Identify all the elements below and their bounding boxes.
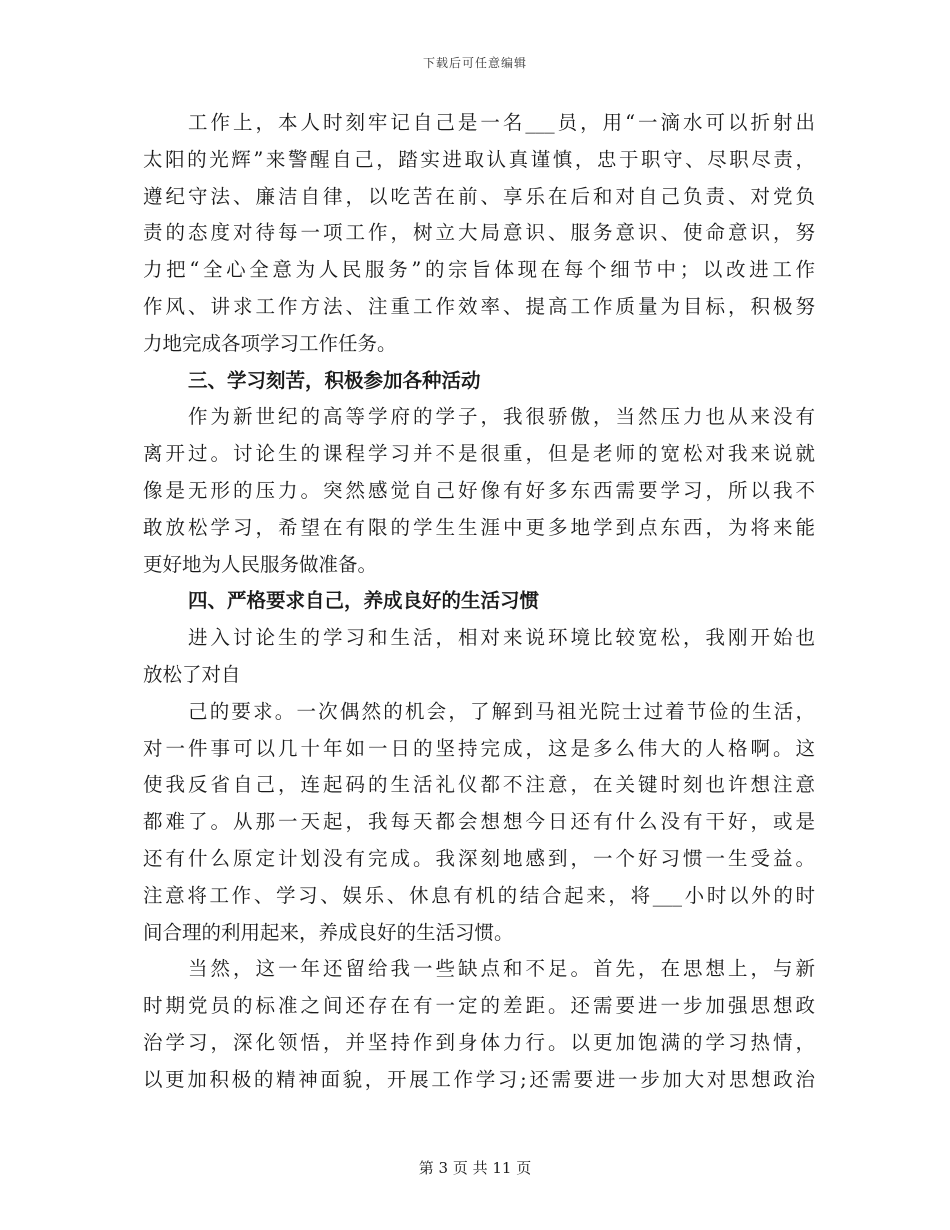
text-line: 进入讨论生的学习和生活，相对来说环境比较宽松，我刚开始也 <box>188 626 815 650</box>
page-number-footer: 第 3 页 共 11 页 <box>418 1159 532 1177</box>
text-line: 敢放松学习，希望在有限的学生生涯中更多地学到点东西，为将来能 <box>143 515 815 539</box>
text-line: 当然，这一年还留给我一些缺点和不足。首先，在思想上，与新 <box>188 957 815 981</box>
text-line: 作为新世纪的高等学府的学子，我很骄傲，当然压力也从来没有 <box>188 405 815 429</box>
section-heading: 四、严格要求自己，养成良好的生活习惯 <box>188 589 540 613</box>
text-line: 力把“全心全意为人民服务”的宗旨体现在每个细节中；以改进工作 <box>143 258 815 282</box>
text-line: 工作上，本人时刻牢记自己是一名___员，用“一滴水可以折射出 <box>188 111 815 134</box>
text-line: 以更加积极的精神面貌，开展工作学习;还需要进一步加大对思想政治 <box>143 1067 815 1091</box>
document-body <box>143 105 815 1099</box>
text-line: 治学习，深化领悟，并坚持作到身体力行。以更加饱满的学习热情， <box>143 1030 815 1054</box>
text-line: 间合理的利用起来，养成良好的生活习惯。 <box>143 920 514 944</box>
text-line: 时期党员的标准之间还存在有一定的差距。还需要进一步加强思想政 <box>143 994 815 1018</box>
text-line: 己的要求。一次偶然的机会，了解到马祖光院士过着节俭的生活， <box>188 699 815 723</box>
text-line: 责的态度对待每一项工作，树立大局意识、服务意识、使命意识，努 <box>143 221 815 245</box>
text-line: 使我反省自己，连起码的生活礼仪都不注意，在关键时刻也许想注意 <box>143 773 815 797</box>
text-line: 离开过。讨论生的课程学习并不是很重，但是老师的宽松对我来说就 <box>143 442 815 466</box>
text-line: 力地完成各项学习工作任务。 <box>143 331 397 355</box>
text-line: 还有什么原定计划没有完成。我深刻地感到，一个好习惯一生受益。 <box>143 846 815 870</box>
page-header-note: 下载后可任意编辑 <box>422 56 527 70</box>
text-line: 更好地为人民服务做准备。 <box>143 552 378 576</box>
text-line: 遵纪守法、廉洁自律，以吃苦在前、享乐在后和对自己负责、对党负 <box>143 184 815 208</box>
text-line: 作风、讲求工作方法、注重工作效率、提高工作质量为目标，积极努 <box>143 294 815 318</box>
text-line: 太阳的光辉”来警醒自己，踏实进取认真谨慎，忠于职守、尽职尽责， <box>143 147 815 171</box>
text-line: 像是无形的压力。突然感觉自己好像有好多东西需要学习，所以我不 <box>143 478 815 502</box>
section-heading: 三、学习刻苦，积极参加各种活动 <box>188 368 481 392</box>
text-line: 对一件事可以几十年如一日的坚持完成，这是多么伟大的人格啊。这 <box>143 736 815 760</box>
text-line: 都难了。从那一天起，我每天都会想想今日还有什么没有干好，或是 <box>143 810 815 834</box>
text-line: 放松了对自 <box>143 662 241 686</box>
text-line: 注意将工作、学习、娱乐、休息有机的结合起来，将___小时以外的时 <box>143 883 815 907</box>
